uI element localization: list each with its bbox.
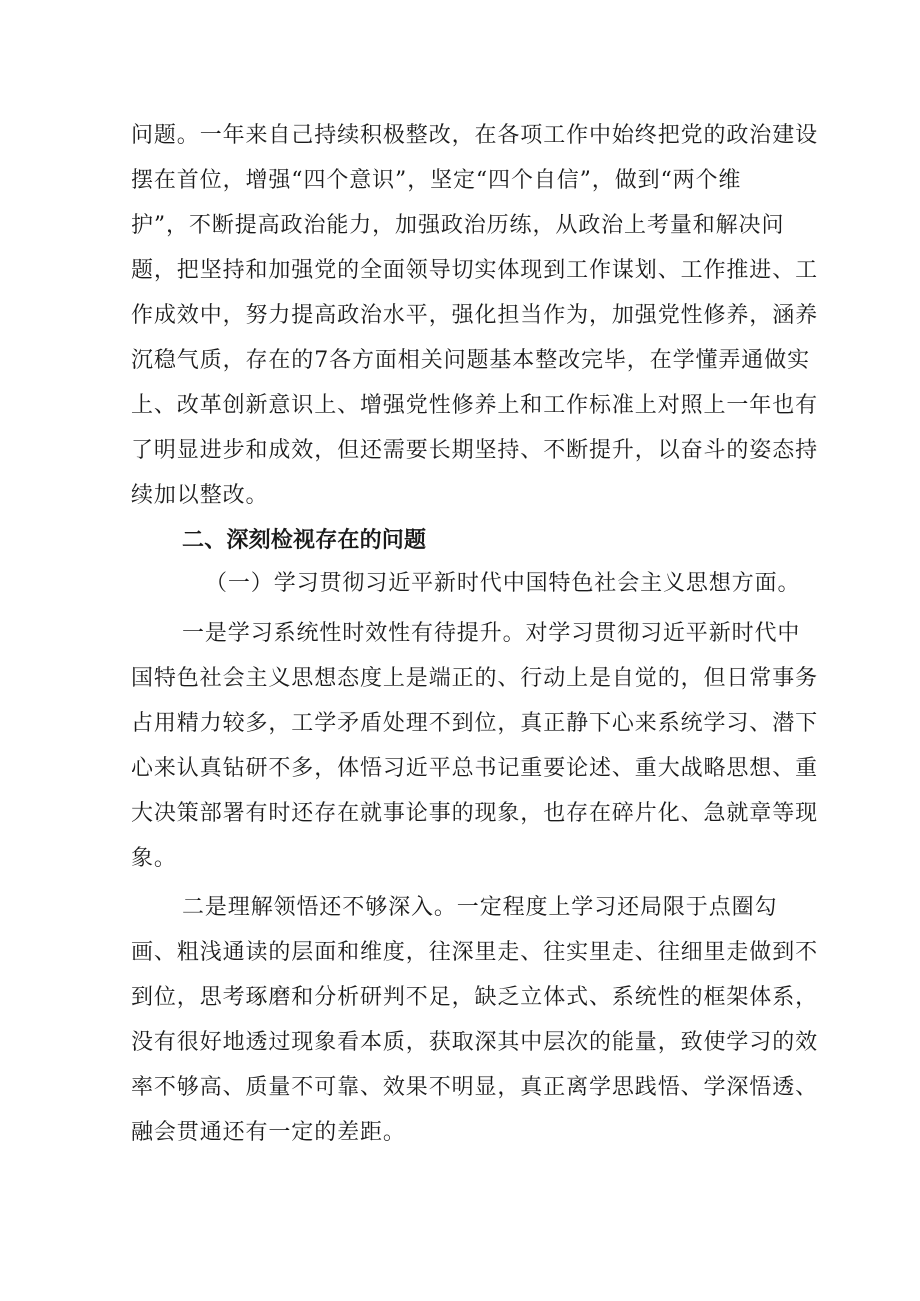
text-line: 一是学习系统性时效性有待提升。对学习贯彻习近平新时代中 xyxy=(182,621,801,646)
text-line: 象。 xyxy=(131,846,177,871)
text-line: 沉稳气质，存在的7各方面相关问题基本整改完毕，在学懂弄通做实 xyxy=(131,348,810,373)
text-line: 续加以整改。 xyxy=(131,483,269,508)
subsection-heading: （一）学习贯彻习近平新时代中国特色社会主义思想方面。 xyxy=(205,571,801,596)
text-line: 没有很好地透过现象看本质，获取深其中层次的能量，致使学习的效 xyxy=(131,1030,819,1055)
text-line: 了明显进步和成效，但还需要长期坚持、不断提升，以奋斗的姿态持 xyxy=(131,438,819,463)
text-line: 画、粗浅通读的层面和维度，往深里走、往实里走、往细里走做到不 xyxy=(131,940,819,965)
text-line: 大决策部署有时还存在就事论事的现象，也存在碎片化、急就章等现 xyxy=(131,801,819,826)
text-line: 占用精力较多，工学矛盾处理不到位，真正静下心来系统学习、潜下 xyxy=(131,711,819,736)
section-heading: 二、深刻检视存在的问题 xyxy=(182,528,427,553)
text-line: 题，把坚持和加强党的全面领导切实体现到工作谋划、工作推进、工 xyxy=(131,258,819,283)
text-line: 问题。一年来自己持续积极整改，在各项工作中始终把党的政治建设 xyxy=(131,123,819,148)
text-line: 率不够高、质量不可靠、效果不明显，真正离学思践悟、学深悟透、 xyxy=(131,1075,819,1100)
text-line: 到位，思考琢磨和分析研判不足，缺乏立体式、系统性的框架体系， xyxy=(131,985,819,1010)
text-line: 国特色社会主义思想态度上是端正的、行动上是自觉的，但日常事务 xyxy=(131,666,819,691)
text-line: 融会贯通还有一定的差距。 xyxy=(131,1120,406,1145)
text-line: 摆在首位，增强“四个意识”，坚定“四个自信”，做到“两个维 xyxy=(131,168,742,193)
text-line: 心来认真钻研不多，体悟习近平总书记重要论述、重大战略思想、重 xyxy=(131,756,819,781)
text-line: 上、改革创新意识上、增强党性修养上和工作标准上对照上一年也有 xyxy=(131,393,819,418)
text-line: 作成效中，努力提高政治水平，强化担当作为，加强党性修养，涵养 xyxy=(131,303,819,328)
text-line: 护”，不断提高政治能力，加强政治历练，从政治上考量和解决问 xyxy=(131,213,785,238)
text-line: 二是理解领悟还不够深入。一定程度上学习还局限于点圈勾 xyxy=(182,895,778,920)
